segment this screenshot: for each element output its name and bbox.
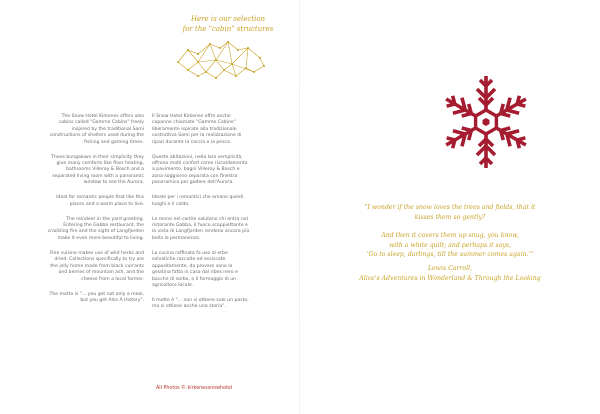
quote-line: 'Go to sleep, darlings, till the summer comes again.'"	[366, 251, 534, 259]
english-paragraph: Ideal for romantic people that like this places and a warm place to live.	[56, 195, 144, 207]
italian-paragraph: Ideale per i romantici che amano questi luoghi e il caldo.	[152, 195, 244, 207]
italian-paragraph: La cucina raffinata fa uso di erbe selvatiche raccolte ed essiccate appositamente, da provare sono la gelatina fatta in casa dal ribes nero e bacche di sorbo, e il formaggio di un agricoltore locale.	[152, 250, 238, 288]
quote-line: kisses them so gently?	[414, 213, 486, 221]
carroll-quote	[350, 203, 550, 283]
quote-source: Alice's Adventures in Wonderland & Through the Looking	[359, 274, 541, 282]
quote-attribution	[350, 264, 550, 283]
english-paragraph: The reindeer in the yard greeting. Entering the Gabba restaurant, the crackling fire and the sight of Langfjorden make it even more beautiful to living.	[47, 216, 144, 241]
cabin-constellation-drawing	[176, 40, 266, 80]
english-paragraph: These bungalows in their simplicity they give many comforts like floor heating, bathrooms Villeroy & Bosch and a separated living room with a panoramic window to see the Aurora.	[51, 154, 144, 186]
header-note-line: for the "cabin" structures	[182, 25, 274, 33]
english-paragraph: The Snow Hotel Kirkenes offers also cabins called "Gamme Cabins" freely inspired by the traditional Sami constructions of shelters used during the fishing and gaming times.	[49, 114, 144, 145]
right-page	[300, 0, 600, 414]
photo-credit: All Photos © kirkenessnowhotel	[156, 386, 233, 391]
header-note-line: Here is our selection	[190, 15, 266, 23]
quote-author: Lewis Carroll,	[427, 264, 473, 272]
italian-text-column	[152, 114, 250, 319]
quote-stanza-2	[350, 231, 550, 260]
header-note	[168, 14, 288, 34]
english-text-column	[46, 114, 144, 313]
english-paragraph: The motto is "... you get not only a meal, but you get Also A History".	[49, 291, 144, 303]
quote-line: "I wonder if the snow loves the trees and fields, that it	[364, 204, 536, 211]
italian-paragraph: Queste abitazioni, nella loro semplicità, offrono molti confort come riscaldamento a pavimento, bagni Villeroy & Bosch e zona soggiorno separata con finestra panoramica per godere dell'Aurora.	[152, 154, 248, 186]
italian-paragraph: Il motto è "... non si ottiene solo un pasto, ma si ottiene anche una storia".	[152, 297, 249, 310]
italian-paragraph: Il Snow Hotel Kirkenes offre anche capanne chiamate "Gamme Cabine" liberamente ispirate alla tradizionale costruttiva Sami per la realizzazione di ripari durante la caccia e la pesca.	[152, 114, 242, 145]
english-paragraph: Fine cuisine makes use of wild herbs and dried. Collections specifically to try are the jelly home made from black currants and berries of mountain ash, and the cheese from a local farmer.	[49, 250, 144, 282]
snowflake-icon	[436, 72, 536, 172]
quote-stanza-1	[350, 203, 550, 222]
quote-line: with a white quilt; and perhaps it says,	[388, 241, 512, 249]
quote-line: And then it covers them up snug, you know,	[381, 232, 519, 240]
italian-paragraph: Le renne nel cortile salutano chi entra nel ristorante Gabba, il fuoco scoppiettante e la vista di Langfjorden rendono ancora più bella la permanenza.	[152, 216, 250, 241]
